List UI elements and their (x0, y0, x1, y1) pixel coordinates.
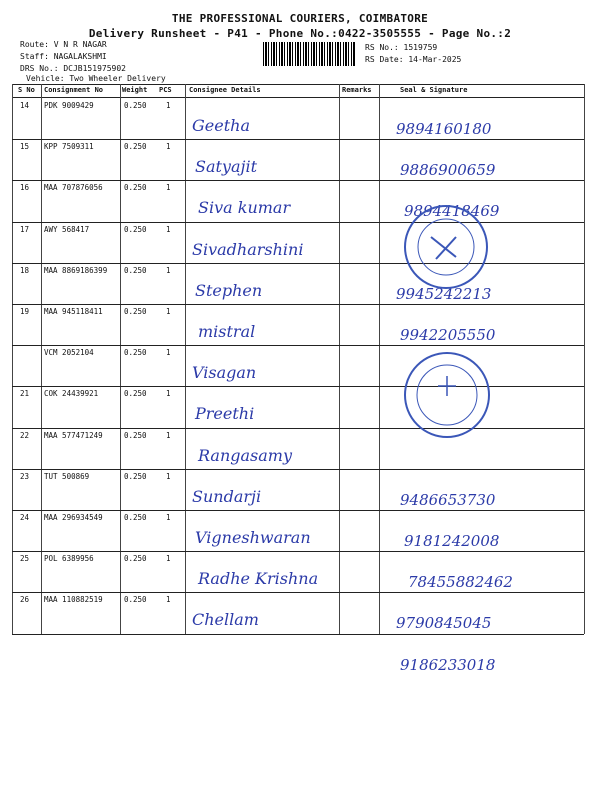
pcs-cell: 1 (166, 348, 171, 358)
sno-cell: 18 (20, 265, 30, 275)
weight-cell: 0.250 (124, 142, 147, 152)
row-divider (12, 263, 584, 264)
stamp-mark-icon (406, 207, 486, 287)
pcs-cell: 1 (166, 224, 171, 234)
weight-cell: 0.250 (124, 430, 147, 440)
sno-cell: 15 (20, 142, 30, 152)
weight-cell: 0.250 (124, 307, 147, 316)
sno-cell: 24 (20, 513, 30, 522)
handwritten-name: Geetha (192, 116, 250, 135)
col-header-pcs: PCS (159, 86, 172, 94)
handwritten-name: Visagan (192, 363, 257, 383)
pcs-cell: 1 (166, 554, 171, 564)
handwritten-name: Vigneshwaran (195, 528, 311, 547)
sno-cell: 23 (20, 471, 30, 481)
weight-cell: 0.250 (124, 389, 147, 399)
pcs-cell: 1 (166, 142, 171, 152)
col-header-consignee: Consignee Details (189, 86, 261, 94)
pcs-cell: 1 (166, 307, 171, 316)
runsheet-title: THE PROFESSIONAL COURIERS, COIMBATORE (171, 12, 429, 25)
consignment-cell: MAA 110882519 (44, 595, 103, 605)
weight-cell: 0.250 (124, 101, 147, 110)
barcode (263, 42, 355, 66)
row-divider (12, 428, 584, 429)
route-label: Route: V N R NAGAR (20, 40, 107, 49)
row-divider (12, 139, 584, 140)
sno-cell: 14 (20, 101, 30, 110)
weight-cell: 0.250 (124, 513, 147, 522)
handwritten-phone: 9790845045 (396, 614, 492, 633)
handwritten-name: Stephen (195, 280, 263, 300)
consignment-cell: VCM 2052104 (44, 348, 94, 358)
seal-emblem-icon (406, 354, 488, 436)
weight-cell: 0.250 (124, 224, 147, 234)
sno-cell: 19 (20, 307, 30, 316)
sno-cell: 21 (20, 389, 30, 399)
weight-cell: 0.250 (124, 348, 147, 358)
pcs-cell: 1 (166, 389, 171, 399)
consignment-cell: AWY 568417 (44, 224, 90, 234)
consignment-cell: MAA 945118411 (44, 307, 103, 316)
handwritten-phone: 78455882462 (408, 573, 513, 592)
row-divider (12, 386, 584, 387)
pcs-cell: 1 (166, 471, 171, 481)
col-header-remarks: Remarks (342, 86, 372, 94)
vehicle-label: Vehicle: Two Wheeler Delivery (26, 74, 166, 83)
sno-cell: 17 (20, 224, 30, 234)
drs-label: DRS No.: DCJB151975902 (20, 64, 126, 73)
row-divider (12, 469, 584, 470)
consignment-cell: TUT 500869 (44, 471, 90, 481)
col-header-consignment: Consignment No (44, 86, 104, 94)
handwritten-name: Sundarji (192, 486, 262, 506)
consignment-cell: MAA 296934549 (44, 513, 103, 522)
column-divider (584, 84, 585, 634)
handwritten-phone: 9894418469 (404, 202, 500, 221)
row-divider (12, 510, 584, 511)
consignment-cell: PDK 9009429 (44, 101, 94, 110)
weight-cell: 0.250 (124, 595, 147, 605)
rs-no-label: RS No.: 1519759 (365, 43, 438, 52)
weight-cell: 0.250 (124, 471, 147, 481)
handwritten-phone: 9942205550 (400, 326, 496, 344)
row-divider (12, 222, 584, 223)
consignment-cell: MAA 577471249 (44, 430, 103, 440)
staff-label: Staff: NAGALAKSHMI (20, 52, 107, 61)
weight-cell: 0.250 (124, 265, 147, 275)
weight-cell: 0.250 (124, 183, 147, 193)
handwritten-phone: 9886900659 (400, 161, 496, 180)
pcs-cell: 1 (166, 595, 171, 605)
consignment-cell: MAA 8869186399 (44, 265, 108, 275)
row-divider (12, 180, 584, 181)
consignment-cell: MAA 707876056 (44, 183, 103, 193)
row-divider (12, 634, 584, 635)
pcs-cell: 1 (166, 183, 171, 193)
header-bottom-rule (12, 97, 584, 98)
handwritten-phone: 9894160180 (396, 120, 492, 138)
weight-cell: 0.250 (124, 554, 147, 564)
consignment-cell: KPP 7509311 (44, 142, 94, 152)
consignment-cell: POL 6389956 (44, 554, 94, 564)
handwritten-phone: 9181242008 (404, 532, 500, 550)
handwritten-name: Radhe Krishna (198, 569, 319, 589)
handwritten-phone: 9486653730 (400, 490, 496, 509)
handwritten-phone: 9186233018 (400, 655, 496, 674)
handwritten-name: Chellam (192, 610, 259, 630)
col-header-sno: S No (18, 86, 35, 94)
handwritten-name: Preethi (195, 404, 255, 424)
pcs-cell: 1 (166, 430, 171, 440)
row-divider (12, 551, 584, 552)
runsheet-subtitle: Delivery Runsheet - P41 - Phone No.:0422-3505555 - Page No.:2 (88, 27, 512, 40)
company-seal (404, 352, 490, 438)
col-header-weight: Weight (122, 86, 148, 94)
pcs-cell: 1 (166, 101, 171, 110)
row-divider (12, 304, 584, 305)
col-header-seal: Seal & Signature (400, 86, 468, 94)
delivery-stamp (404, 205, 488, 289)
handwritten-name: Satyajit (195, 157, 258, 177)
pcs-cell: 1 (166, 513, 171, 522)
handwritten-name: mistral (198, 322, 256, 341)
handwritten-name: Rangasamy (198, 445, 292, 465)
consignment-cell: COK 24439921 (44, 389, 99, 399)
sno-cell: 26 (20, 595, 30, 605)
handwritten-phone: 9945242213 (396, 284, 492, 303)
pcs-cell: 1 (166, 265, 171, 275)
sno-cell: 16 (20, 183, 30, 193)
row-divider (12, 345, 584, 346)
row-divider (12, 592, 584, 593)
table-top-rule (12, 84, 584, 85)
sno-cell: 25 (20, 554, 30, 564)
handwritten-name: Sivadharshini (192, 239, 304, 259)
rs-date-label: RS Date: 14-Mar-2025 (365, 55, 462, 64)
sno-cell: 22 (20, 430, 30, 440)
handwritten-name: Siva kumar (198, 198, 291, 218)
